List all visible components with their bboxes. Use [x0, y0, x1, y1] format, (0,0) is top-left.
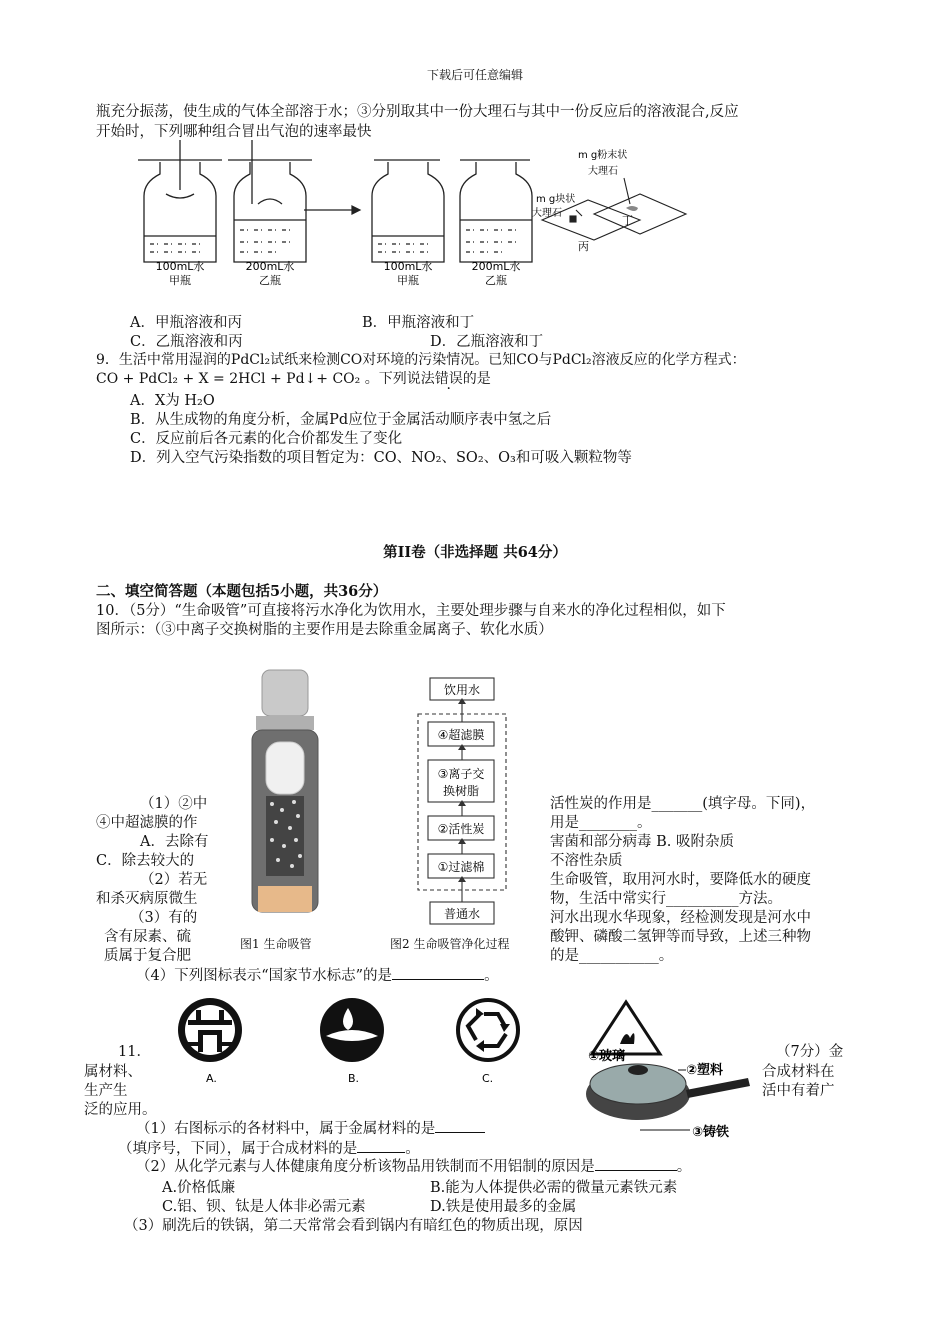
q11-left-1: 11．: [118, 1044, 151, 1060]
q10-q4: （4）下列图标表示“国家节水标志”的是 。: [136, 964, 499, 985]
q11-s2-text: （2）从化学元素与人体健康角度分析该物品用铁制而不用铝制的原因是: [136, 1159, 595, 1175]
q8-option-d: D．乙瓶溶液和丁: [430, 334, 544, 350]
plates: [542, 178, 686, 240]
q10-left-3: A．去除有: [140, 834, 209, 850]
q9-emphasis: 错误: [434, 371, 463, 387]
icon-a-label: A.: [206, 1072, 217, 1085]
flow-ion-exchange-1: ③离子交: [437, 767, 485, 781]
water-saving-icon: [178, 998, 242, 1062]
q11-left-2: 属材料、: [84, 1064, 142, 1080]
jar-jia: [372, 160, 444, 262]
q10-left-7: （3）有的: [130, 910, 198, 926]
q8-figure: [130, 138, 690, 298]
q10-left-6: 和杀灭病原微生: [96, 891, 198, 907]
water-sign-icons: [176, 996, 536, 1086]
q10-left-1: （1）②中: [140, 796, 208, 812]
q11-s2-a: A.价格低廉: [162, 1180, 236, 1196]
life-straw-figure: [236, 664, 356, 934]
q10-left-5: （2）若无: [140, 872, 208, 888]
q11-s2-b: B.能为人体提供必需的微量元素铁元素: [430, 1180, 678, 1196]
q11-left-3: 生产生: [84, 1083, 128, 1099]
flow-ultrafilter: ④超滤膜: [437, 728, 485, 742]
q11-metal-blank[interactable]: [435, 1118, 485, 1133]
q9-option-b: B．从生成物的角度分析，金属Pd应位于金属活动顺序表中氢之后: [130, 412, 552, 428]
page-header: 下载后可任意编辑: [426, 68, 523, 82]
jar-yi-with-stone: [228, 140, 312, 262]
q11-s2-c: C.铝、钡、钛是人体非必需元素: [162, 1199, 366, 1215]
q10-left-8: 含有尿素、硫: [104, 929, 191, 945]
pan-glass-label: ①玻璃: [588, 1049, 626, 1064]
q9-line2: [96, 368, 491, 388]
q11-right-2: 合成材料在: [762, 1064, 835, 1080]
q10-right-6: 物，生活中常实行__________方法。: [550, 891, 782, 907]
q10-left-4: C．除去较大的: [96, 853, 195, 869]
icon-b-label: B.: [348, 1072, 360, 1085]
q10-intro2: 图所示：（③中离子交换树脂的主要作用是去除重金属离子、软化水质）: [96, 622, 553, 638]
q11-s1a-text: （1）右图标示的各材料中，属于金属材料的是: [136, 1121, 436, 1137]
flow-filter-cotton: ①过滤棉: [437, 860, 485, 874]
q11-s1b-text: （填序号，下同），属于合成材料的是: [118, 1141, 358, 1157]
fig2-caption: 图2 生命吸管净化过程: [390, 937, 510, 951]
q11-s2-d: D.铁是使用最多的金属: [430, 1199, 577, 1215]
jar-jia-with-stone: [138, 140, 222, 262]
plate-powder-label2: 大理石: [588, 166, 618, 177]
flow-ion-exchange-2: 换树脂: [442, 784, 480, 798]
q8-option-b: B．甲瓶溶液和丁: [362, 315, 475, 331]
jar-yi: [460, 160, 532, 262]
q11-s1b: （填序号，下同），属于合成材料的是 。: [118, 1137, 420, 1158]
jar3-name: 甲瓶: [397, 274, 419, 287]
q11-reason-blank[interactable]: [595, 1156, 677, 1171]
q11-s2: （2）从化学元素与人体健康角度分析该物品用铁制而不用铝制的原因是 。: [136, 1155, 691, 1176]
flow-activated-carbon: ②活性炭: [437, 822, 485, 836]
q10-right-5: 生命吸管，取用河水时，要降低水的硬度: [550, 872, 811, 888]
jar4-volume: 200mL水: [471, 260, 521, 273]
q10-left-9: 质属于复合肥: [104, 948, 191, 964]
plate-bing-label: 丙: [578, 240, 589, 253]
q9-line2-a: CO + PdCl₂ + X = 2HCl + Pd↓+ CO₂ 。下列说法: [96, 371, 435, 387]
pan-plastic-label: ②塑料: [686, 1063, 724, 1078]
q11-right-1: （7分）金: [776, 1044, 844, 1060]
q10-intro1: 10．（5分）“生命吸管”可直接将污水净化为饮用水，主要处理步骤与自来水的净化过程相似，如下: [96, 603, 726, 619]
plate-block-label2: 大理石: [532, 208, 562, 219]
pan-figure: [580, 998, 756, 1148]
q10-q4-text: （4）下列图标表示“国家节水标志”的是: [136, 968, 393, 984]
plate-block-label: m g块状: [536, 194, 576, 205]
q10-right-2: 用是________。: [550, 815, 652, 831]
jar2-name: 乙瓶: [259, 274, 281, 287]
q10-right-1: 活性炭的作用是_______(填字母。下同)，: [550, 796, 816, 812]
jar1-name: 甲瓶: [169, 274, 191, 287]
q10-left-2: ④中超滤膜的作: [96, 815, 198, 831]
icon-c-label: C.: [482, 1072, 494, 1085]
q11-s1a: [136, 1117, 485, 1138]
q10-right-8: 酸钾、磷酸二氢钾等而导致，上述三种物: [550, 929, 811, 945]
q9-option-d: D．列入空气污染指数的项目暂定为：CO、NO₂、SO₂、O₃和可吸入颗粒物等: [130, 450, 632, 466]
q8-option-c: C．乙瓶溶液和丙: [130, 334, 243, 350]
q11-s3: （3）刷洗后的铁锅，第二天常常会看到锅内有暗红色的物质出现，原因: [124, 1218, 583, 1234]
section2-title: 二、填空简答题（本题包括5小题，共36分）: [96, 583, 388, 600]
q9-line1: 9．生活中常用湿润的PdCl₂试纸来检测CO对环境的污染情况。已知CO与PdCl₂溶液反应的化学方程式：: [96, 352, 746, 368]
q10-right-9: 的是___________。: [550, 948, 674, 964]
q8-line2: 开始时，下列哪种组合冒出气泡的速率最快: [96, 124, 372, 140]
plate-powder-label: m g粉末状: [578, 150, 628, 161]
flow-drinking-water: 饮用水: [443, 683, 481, 697]
recycle-icon: [458, 1000, 518, 1060]
q10-right-7: 河水出现水华现象，经检测发现是河水中: [550, 910, 811, 926]
q10-right-4: 不溶性杂质: [550, 853, 623, 869]
plate-ding-label: 丁: [622, 214, 633, 227]
q11-synthetic-blank[interactable]: [357, 1138, 405, 1153]
jar2-volume: 200mL水: [245, 260, 295, 273]
fig1-caption: 图1 生命吸管: [240, 937, 312, 951]
arrow-icon: [304, 206, 360, 214]
jar3-volume: 100mL水: [383, 260, 433, 273]
q10-q4-blank[interactable]: [392, 965, 484, 980]
q9-option-c: C．反应前后各元素的化合价都发生了变化: [130, 431, 403, 447]
q10-right-3: 害菌和部分病毒 B. 吸附杂质: [550, 834, 734, 850]
pan-iron-label: ③铸铁: [692, 1125, 730, 1140]
purification-flow-figure: [410, 672, 540, 932]
q8-option-a: A．甲瓶溶液和丙: [130, 315, 242, 331]
jar4-name: 乙瓶: [485, 274, 507, 287]
jar1-volume: 100mL水: [155, 260, 205, 273]
q11-right-3: 活中有着广: [762, 1083, 835, 1099]
q9-option-a: A．X为 H₂O: [130, 393, 215, 409]
q9-line2-b: 的是: [462, 371, 491, 387]
q11-left-4: 泛的应用。: [84, 1102, 157, 1118]
flow-ordinary-water: 普通水: [443, 907, 481, 921]
q8-line1: 瓶充分振荡，使生成的气体全部溶于水；③分别取其中一份大理石与其中一份反应后的溶液混合,反应: [96, 104, 739, 120]
water-drop-icon: [320, 998, 384, 1062]
part2-title: 第II卷（非选择题 共64分）: [383, 544, 567, 561]
